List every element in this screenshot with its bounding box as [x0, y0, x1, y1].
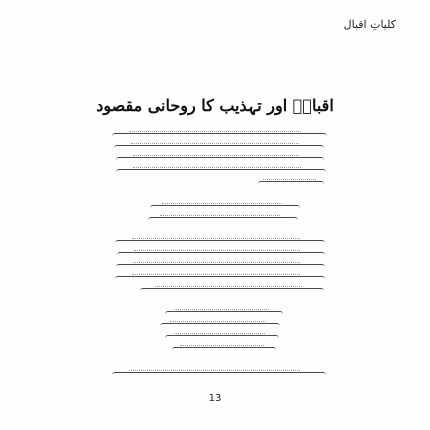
text-line — [116, 169, 326, 175]
text-line — [112, 133, 327, 139]
text-line — [112, 372, 326, 378]
text-line — [150, 205, 300, 211]
text-line — [115, 240, 325, 246]
chapter-title: اقبالؔ اور تہذیب کا روحانی مقصود — [96, 96, 334, 115]
text-line — [160, 323, 280, 329]
text-line — [258, 181, 324, 187]
text-line — [165, 335, 279, 341]
text-line — [117, 252, 325, 258]
text-line — [165, 311, 283, 317]
text-line — [116, 157, 324, 163]
text-line — [114, 145, 324, 151]
text-line — [116, 264, 325, 270]
text-line — [172, 347, 276, 353]
text-line — [140, 288, 324, 294]
page-number: 13 — [208, 393, 222, 404]
text-line — [115, 276, 325, 282]
text-line — [148, 217, 298, 223]
running-head: کلیاتِ اقبال — [343, 18, 396, 31]
